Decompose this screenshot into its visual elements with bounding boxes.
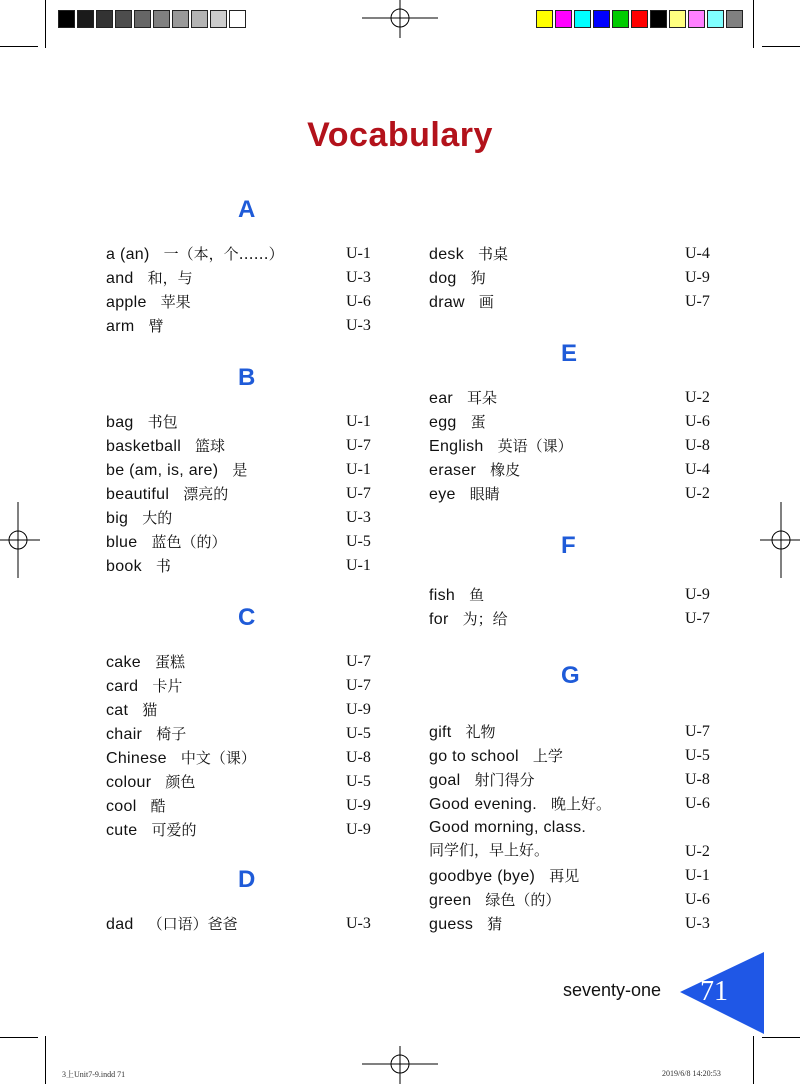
vocab-word: egg [429, 414, 457, 431]
unit-reference: U-2 [685, 389, 710, 406]
vocab-word: cake [106, 654, 141, 671]
section-letter: E [561, 340, 578, 367]
unit-reference: U-1 [346, 245, 371, 262]
unit-reference: U-1 [346, 557, 371, 574]
unit-reference: U-7 [685, 723, 710, 740]
vocab-entry [106, 459, 247, 481]
vocab-word: chair [106, 726, 143, 743]
vocab-translation: 再见 [549, 867, 580, 885]
vocab-translation: 颜色 [165, 773, 196, 791]
unit-reference: U-9 [346, 821, 371, 838]
vocab-word: dog [429, 270, 457, 287]
crop-mark [753, 0, 754, 48]
vocab-word: colour [106, 774, 152, 791]
vocab-word: gift [429, 724, 452, 741]
vocab-entry [429, 817, 586, 861]
vocab-word: goal [429, 772, 461, 789]
gray-swatch [58, 10, 75, 28]
gray-swatch [96, 10, 113, 28]
unit-reference: U-6 [685, 891, 710, 908]
vocab-word: draw [429, 294, 465, 311]
section-letter: B [238, 364, 256, 391]
vocab-translation: 绿色（的） [485, 891, 561, 909]
unit-reference: U-3 [346, 269, 371, 286]
gray-swatch [172, 10, 189, 28]
vocab-word: guess [429, 916, 474, 933]
vocab-translation: 猜 [487, 915, 503, 933]
section-letter: A [238, 196, 256, 223]
vocab-word: English [429, 438, 484, 455]
unit-reference: U-1 [685, 867, 710, 884]
vocab-translation: 英语（课） [497, 437, 573, 455]
vocab-entry [106, 531, 226, 553]
vocab-word: arm [106, 318, 135, 335]
unit-reference: U-9 [346, 701, 371, 718]
vocab-translation: 一（本，个……） [163, 245, 284, 263]
vocab-translation: 同学们，早上好。 [429, 841, 550, 859]
unit-reference: U-9 [685, 269, 710, 286]
vocab-entry [429, 584, 484, 606]
vocab-word: for [429, 611, 449, 628]
vocab-word: apple [106, 294, 147, 311]
vocab-entry [106, 913, 238, 935]
vocab-word: cat [106, 702, 129, 719]
gray-swatch [191, 10, 208, 28]
vocab-entry [429, 769, 534, 791]
vocab-word: beautiful [106, 486, 170, 503]
vocab-translation: 蓝色（的） [151, 533, 227, 551]
unit-reference: U-7 [685, 293, 710, 310]
color-swatch [726, 10, 743, 28]
vocab-word: cute [106, 822, 138, 839]
vocab-translation: （口语）爸爸 [147, 915, 238, 933]
vocab-translation: 蛋 [470, 413, 486, 431]
color-swatch [536, 10, 553, 28]
vocab-entry [106, 747, 256, 769]
unit-reference: U-5 [346, 773, 371, 790]
vocab-word: a (an) [106, 246, 150, 263]
vocab-entry [429, 411, 486, 433]
gray-swatch [134, 10, 151, 28]
unit-reference: U-7 [685, 610, 710, 627]
vocab-translation: 臂 [148, 317, 164, 335]
registration-mark-bottom [362, 1046, 438, 1084]
vocab-word: bag [106, 414, 134, 431]
unit-reference: U-4 [685, 245, 710, 262]
vocab-entry [429, 435, 573, 457]
vocab-translation: 椅子 [156, 725, 187, 743]
vocab-translation: 大的 [142, 509, 173, 527]
vocab-translation: 眼睛 [469, 485, 500, 503]
vocab-translation: 酷 [150, 797, 166, 815]
vocab-translation: 晚上好。 [550, 795, 611, 813]
gray-swatch [115, 10, 132, 28]
slug-timestamp: 2019/6/8 14:20:53 [662, 1069, 721, 1078]
vocab-translation: 苹果 [160, 293, 191, 311]
unit-reference: U-2 [685, 843, 710, 860]
vocab-translation: 为；给 [462, 610, 508, 628]
vocab-entry [429, 387, 497, 409]
vocab-entry [106, 435, 225, 457]
vocab-translation: 中文（课） [180, 749, 256, 767]
crop-mark [0, 1037, 38, 1038]
unit-reference: U-9 [685, 586, 710, 603]
vocab-entry [106, 795, 166, 817]
color-swatch [669, 10, 686, 28]
vocab-word: card [106, 678, 139, 695]
unit-reference: U-2 [685, 485, 710, 502]
vocab-word: book [106, 558, 142, 575]
unit-reference: U-3 [346, 509, 371, 526]
vocab-translation: 礼物 [465, 723, 496, 741]
unit-reference: U-6 [346, 293, 371, 310]
vocab-word: Good morning, class. [429, 819, 587, 836]
vocab-entry [106, 771, 195, 793]
unit-reference: U-7 [346, 437, 371, 454]
vocab-translation: 鱼 [469, 586, 485, 604]
vocab-word: go to school [429, 748, 519, 765]
section-letter: D [238, 866, 256, 893]
unit-reference: U-5 [685, 747, 710, 764]
vocab-entry [106, 819, 196, 841]
unit-reference: U-4 [685, 461, 710, 478]
unit-reference: U-5 [346, 725, 371, 742]
crop-mark [45, 0, 46, 48]
vocab-translation: 是 [232, 461, 248, 479]
vocab-entry [106, 483, 228, 505]
vocab-translation: 书桌 [478, 245, 509, 263]
vocab-word: and [106, 270, 134, 287]
color-swatch [555, 10, 572, 28]
unit-reference: U-6 [685, 795, 710, 812]
color-swatch [688, 10, 705, 28]
crop-mark [0, 46, 38, 47]
vocab-word: green [429, 892, 472, 909]
color-swatch [650, 10, 667, 28]
unit-reference: U-7 [346, 653, 371, 670]
vocab-entry [429, 291, 494, 313]
vocab-entry [106, 315, 163, 337]
unit-reference: U-5 [346, 533, 371, 550]
vocab-translation: 橡皮 [490, 461, 521, 479]
vocab-translation: 猫 [142, 701, 158, 719]
gray-swatch [210, 10, 227, 28]
vocab-translation: 狗 [470, 269, 486, 287]
vocab-entry [106, 243, 284, 265]
vocab-entry [429, 889, 560, 911]
vocab-translation: 画 [478, 293, 494, 311]
vocab-word: ear [429, 390, 454, 407]
registration-mark-top [362, 0, 438, 40]
color-swatch [593, 10, 610, 28]
vocab-translation: 卡片 [152, 677, 183, 695]
unit-reference: U-3 [346, 317, 371, 334]
unit-reference: U-9 [346, 797, 371, 814]
page-title: Vocabulary [307, 116, 493, 154]
unit-reference: U-8 [346, 749, 371, 766]
vocab-translation: 射门得分 [474, 771, 535, 789]
vocab-translation: 蛋糕 [155, 653, 186, 671]
vocab-entry [106, 291, 191, 313]
section-letter: G [561, 662, 580, 689]
section-letter: F [561, 532, 576, 559]
vocab-entry [106, 675, 182, 697]
crop-mark [753, 1036, 754, 1084]
vocab-translation: 漂亮的 [183, 485, 229, 503]
crop-mark [762, 46, 800, 47]
page-number-word: seventy-one [563, 980, 662, 1000]
vocab-entry [429, 913, 502, 935]
vocab-entry [429, 745, 563, 767]
unit-reference: U-3 [346, 915, 371, 932]
vocab-word: blue [106, 534, 138, 551]
vocab-word: eye [429, 486, 456, 503]
color-swatch [631, 10, 648, 28]
vocab-entry [429, 608, 508, 630]
vocab-entry [429, 793, 611, 815]
vocab-entry [429, 483, 500, 505]
vocab-entry [106, 267, 193, 289]
vocab-entry [429, 267, 486, 289]
vocab-word: big [106, 510, 129, 527]
color-swatch [612, 10, 629, 28]
vocab-word: dad [106, 916, 134, 933]
vocab-translation: 上学 [532, 747, 563, 765]
unit-reference: U-7 [346, 485, 371, 502]
vocab-entry [106, 507, 172, 529]
unit-reference: U-7 [346, 677, 371, 694]
vocab-entry [106, 411, 178, 433]
vocab-word: fish [429, 587, 456, 604]
vocab-entry [106, 651, 185, 673]
gray-swatch [229, 10, 246, 28]
unit-reference: U-1 [346, 413, 371, 430]
vocab-translation: 可爱的 [151, 821, 197, 839]
unit-reference: U-8 [685, 437, 710, 454]
unit-reference: U-1 [346, 461, 371, 478]
unit-reference: U-6 [685, 413, 710, 430]
vocab-entry [429, 243, 508, 265]
gray-swatch [153, 10, 170, 28]
vocab-translation: 书 [155, 557, 171, 575]
vocab-translation: 篮球 [195, 437, 226, 455]
vocab-entry [106, 699, 157, 721]
vocab-translation: 和，与 [147, 269, 193, 287]
vocab-word: goodbye (bye) [429, 868, 536, 885]
unit-reference: U-8 [685, 771, 710, 788]
vocab-word: eraser [429, 462, 477, 479]
slug-file-info: 3上Unit7-9.indd 71 [62, 1070, 126, 1079]
gray-swatch [77, 10, 94, 28]
vocab-word: Good evening. [429, 796, 537, 813]
vocab-entry [106, 723, 186, 745]
crop-mark [762, 1037, 800, 1038]
vocab-translation: 书包 [147, 413, 178, 431]
page-number: 71 [700, 976, 728, 1007]
vocab-word: cool [106, 798, 137, 815]
color-swatch [707, 10, 724, 28]
unit-reference: U-3 [685, 915, 710, 932]
vocab-word: basketball [106, 438, 182, 455]
vocab-translation: 耳朵 [467, 389, 498, 407]
section-letter: C [238, 604, 256, 631]
registration-mark-right [760, 502, 800, 578]
registration-mark-left [0, 502, 40, 578]
vocab-entry [429, 865, 579, 887]
vocab-entry [429, 721, 496, 743]
vocab-entry [106, 555, 171, 577]
vocab-word: desk [429, 246, 464, 263]
color-swatch [574, 10, 591, 28]
crop-mark [45, 1036, 46, 1084]
vocab-word: be (am, is, are) [106, 462, 219, 479]
vocab-word: Chinese [106, 750, 167, 767]
vocab-entry [429, 459, 520, 481]
